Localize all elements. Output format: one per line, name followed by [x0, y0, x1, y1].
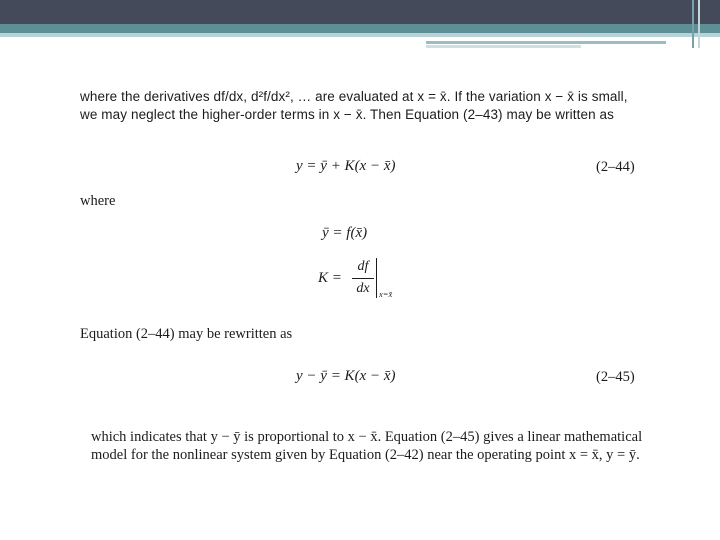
equation-K-label: K = — [318, 270, 342, 286]
fraction-denominator: dx — [356, 281, 370, 296]
evaluation-subscript: x=x̄ — [379, 289, 393, 299]
slide-corner-decor — [692, 0, 720, 48]
equation-number-2-44: (2–44) — [596, 159, 635, 175]
slide-accent-bar — [0, 24, 720, 33]
paragraph-where: where — [80, 193, 116, 209]
slide-decor-line-short — [426, 45, 581, 48]
equation-number-2-45: (2–45) — [596, 369, 635, 385]
equation-ybar-definition: ȳ = f(x̄) — [322, 225, 368, 241]
equation-2-44: y = ȳ + K(x − x̄) — [296, 158, 396, 174]
slide-header-bar — [0, 0, 720, 24]
slide-accent-bar-soft — [0, 33, 720, 37]
fraction-numerator: df — [357, 259, 369, 274]
evaluation-bar — [376, 258, 377, 298]
equation-2-45: y − ȳ = K(x − x̄) — [296, 368, 396, 384]
paragraph-derivatives: where the derivatives df/dx, d²f/dx², … are evaluated at x = x̄. If the variation x − x̄ is small, we may neglect the higher-order terms in x − x̄. Then Equation (2–43) may be written as — [80, 89, 628, 122]
paragraph-linear-model: which indicates that y − ȳ is proportional to x − x̄. Equation (2–45) gives a linear mathematical model for the nonlinear system given by Equation (2–42) near the operating point x = x̄, y = ȳ. — [91, 429, 643, 463]
paragraph-rewritten: Equation (2–44) may be rewritten as — [80, 326, 293, 342]
slide-decor-line — [426, 41, 666, 44]
fraction-bar — [352, 278, 374, 279]
